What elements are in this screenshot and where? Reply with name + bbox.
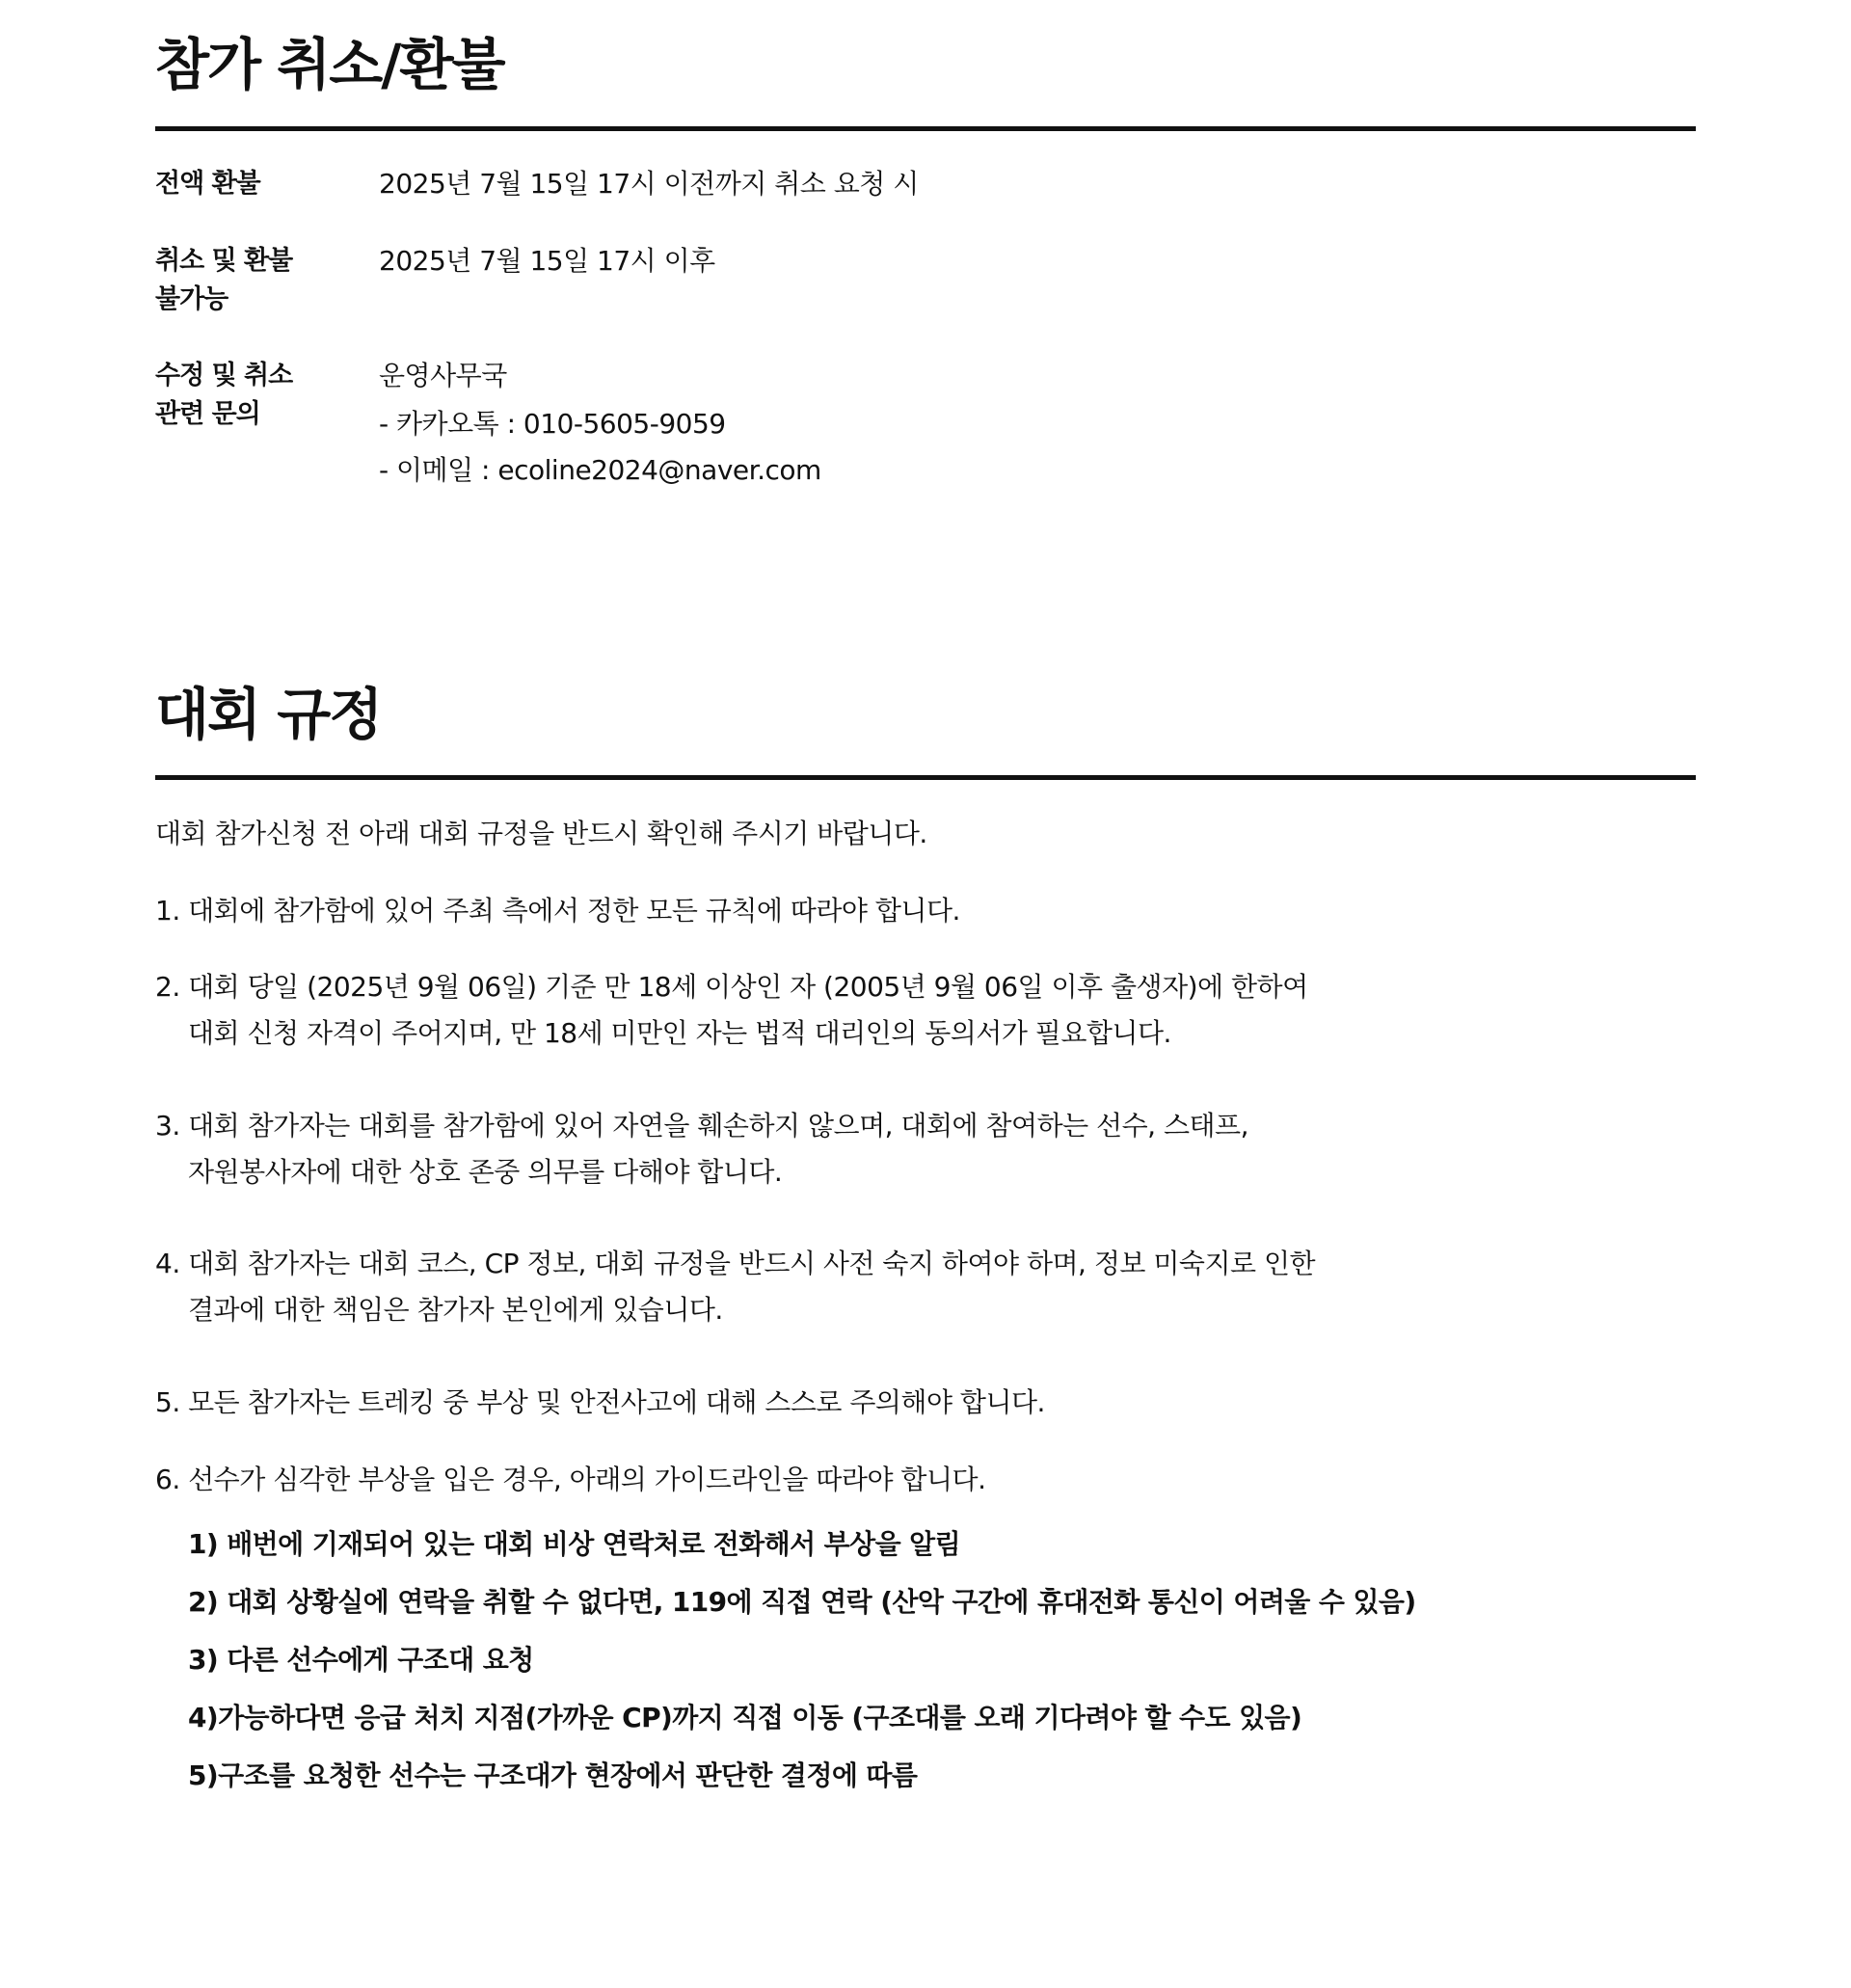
refund-row-value [379,357,821,494]
rule-line: 결과에 대한 책임은 참가자 본인에게 있습니다. [188,1294,723,1326]
label-line: 수정 및 취소 [155,361,293,390]
label-line: 관련 문의 [155,399,260,429]
refund-row-value: 2025년 7월 15일 17시 이전까지 취소 요청 시 [379,168,919,200]
label-line: 전액 환불 [155,169,260,199]
rule-item-6 [155,1457,1696,1503]
refund-row-value: 2025년 7월 15일 17시 이후 [379,245,715,277]
rule-line: 6. 선수가 심각한 부상을 입은 경우, 아래의 가이드라인을 따라야 합니다. [155,1464,986,1495]
refund-row-label [155,165,379,203]
rule-item-3 [155,1103,1696,1195]
rule-item-5 [155,1380,1696,1426]
rule-line: 4. 대회 참가자는 대회 코스, CP 정보, 대회 규정을 반드시 사전 숙지 하여야 하며, 정보 미숙지로 인한 [155,1248,1316,1279]
label-line: 불가능 [155,284,228,314]
rule-line: 2. 대회 당일 (2025년 9월 06일) 기준 만 18세 이상인 자 (2005년 9월 06일 이후 출생자)에 한하여 [155,971,1308,1003]
rule-item-4 [155,1241,1696,1333]
rule-line: 대회 신청 자격이 주어지며, 만 18세 미만인 자는 법적 대리인의 동의서가 필요합니다. [188,1017,1171,1049]
contact-email: - 이메일 : ecoline2024@naver.com [379,454,821,486]
contact-office: 운영사무국 [379,360,507,391]
refund-row-label [155,242,379,319]
refund-section-title: 참가 취소/환불 [155,32,504,97]
refund-row-label [155,357,379,494]
refund-row-contact [155,357,1696,494]
refund-divider [155,126,1696,131]
rule-item-2 [155,964,1696,1057]
rules-section-title: 대회 규정 [155,682,382,747]
guideline-item: 3) 다른 선수에게 구조대 요청 [188,1644,534,1676]
rule-line: 자원봉사자에 대한 상호 존중 의무를 다해야 합니다. [188,1156,783,1188]
rules-intro: 대회 참가신청 전 아래 대회 규정을 반드시 확인해 주시기 바랍니다. [155,818,927,849]
rule-line: 1. 대회에 참가함에 있어 주최 측에서 정한 모든 규칙에 따라야 합니다. [155,895,960,927]
label-line: 취소 및 환불 [155,246,293,276]
guideline-item: 5)구조를 요청한 선수는 구조대가 현장에서 판단한 결정에 따름 [188,1760,918,1791]
contact-kakaotalk: - 카카오톡 : 010-5605-9059 [379,408,726,440]
injury-guideline-list [188,1516,1416,1805]
rule-item-1 [155,888,1696,934]
guideline-item: 4)가능하다면 응급 처치 지점(가까운 CP)까지 직접 이동 (구조대를 오래 기다려야 할 수도 있음) [188,1702,1302,1733]
rules-divider [155,775,1696,780]
rule-line: 5. 모든 참가자는 트레킹 중 부상 및 안전사고에 대해 스스로 주의해야 합니다. [155,1386,1045,1418]
rule-line: 3. 대회 참가자는 대회를 참가함에 있어 자연을 훼손하지 않으며, 대회에 참여하는 선수, 스태프, [155,1110,1249,1142]
refund-row-no-refund [155,242,1696,319]
refund-row-full [155,165,1696,203]
guideline-item: 1) 배번에 기재되어 있는 대회 비상 연락처로 전화해서 부상을 알림 [188,1528,961,1560]
guideline-item: 2) 대회 상황실에 연락을 취할 수 없다면, 119에 직접 연락 (산악 구간에 휴대전화 통신이 어려울 수 있음) [188,1586,1416,1618]
